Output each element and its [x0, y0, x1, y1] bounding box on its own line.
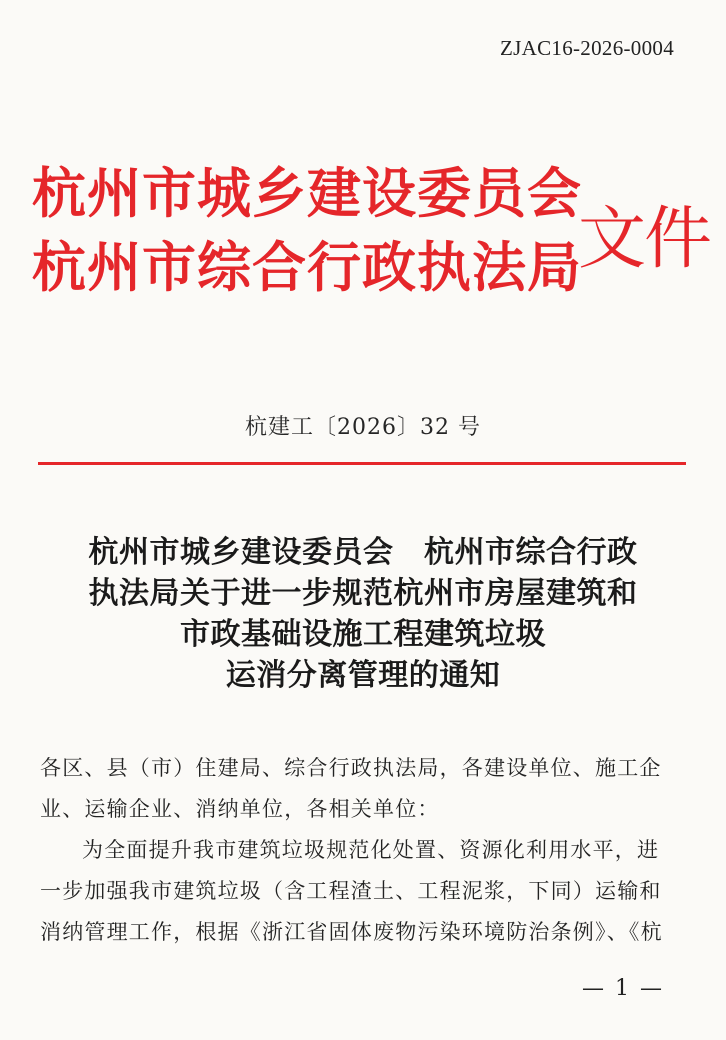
- salutation-line: 各区、县（市）住建局、综合行政执法局，各建设单位、施工企: [40, 756, 662, 780]
- paragraph-line: 为全面提升我市建筑垃圾规范化处置、资源化利用水平，进: [82, 838, 660, 862]
- title-line: 运消分离管理的通知: [225, 658, 501, 693]
- document-title: [40, 532, 686, 696]
- document-number: 杭建工〔2026〕32 号: [245, 415, 481, 440]
- body-text: [40, 748, 692, 953]
- page-number: — 1 —: [582, 976, 664, 1001]
- document-type: 文件: [578, 200, 711, 279]
- red-divider: [38, 462, 686, 465]
- title-line: 市政基础设施工程建筑垃圾: [180, 617, 546, 652]
- issuer-name-1: 杭州市城乡建设委员会: [32, 162, 582, 225]
- salutation-line: 业、运输企业、消纳单位，各相关单位：: [40, 797, 440, 821]
- issuer-name-2: 杭州市综合行政执法局: [32, 236, 582, 299]
- title-line: 杭州市城乡建设委员会 杭州市综合行政: [88, 535, 638, 570]
- paragraph-line: 消纳管理工作，根据《浙江省固体废物污染环境防治条例》、《杭: [40, 920, 663, 944]
- document-code: ZJAC16-2026-0004: [500, 36, 674, 60]
- title-line: 执法局关于进一步规范杭州市房屋建筑和: [88, 576, 638, 611]
- paragraph-line: 一步加强我市建筑垃圾（含工程渣土、工程泥浆，下同）运输和: [40, 879, 662, 903]
- red-header: [32, 162, 712, 322]
